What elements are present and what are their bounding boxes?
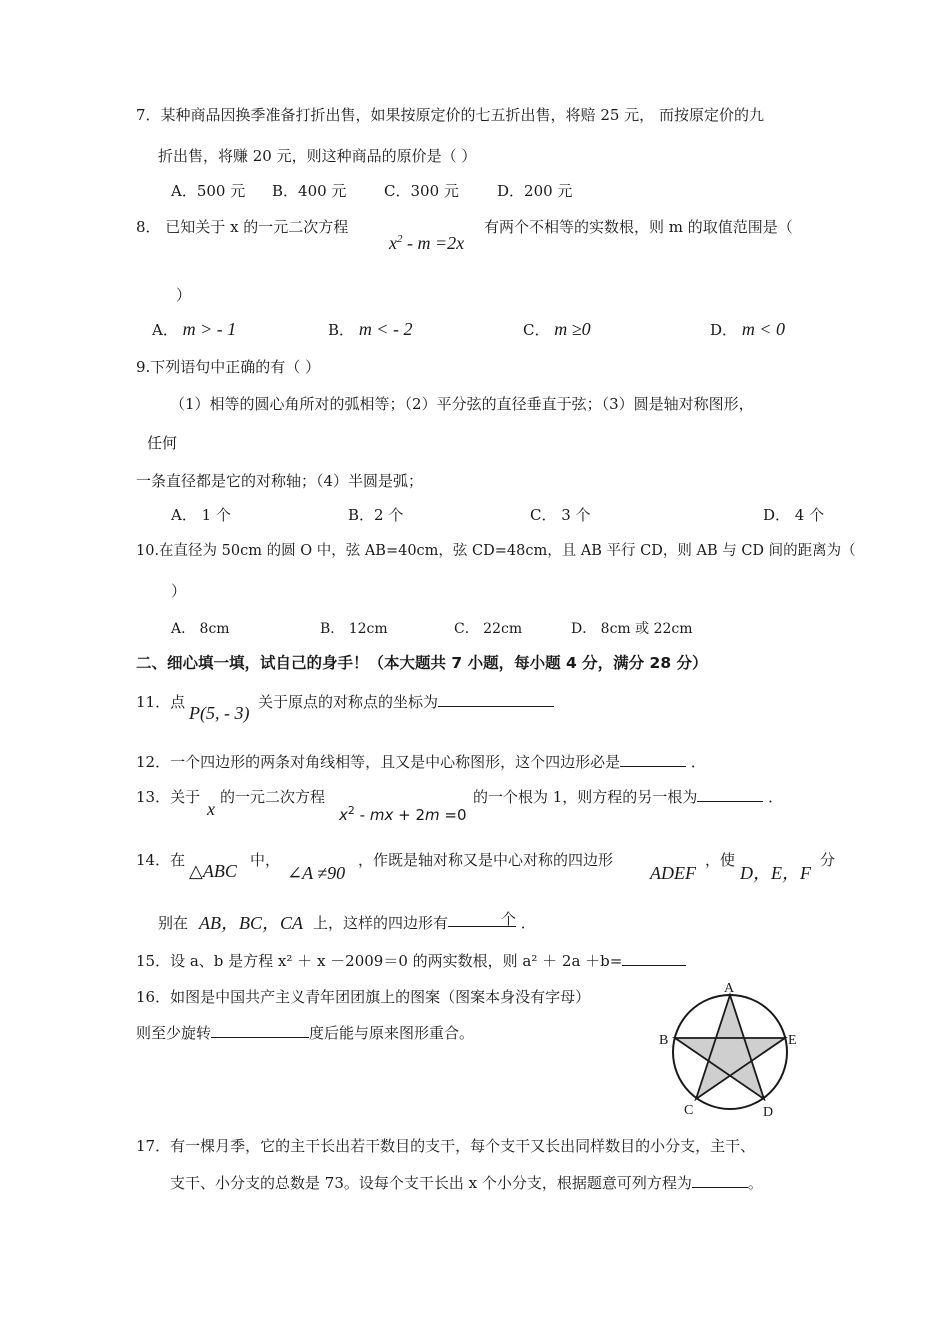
q13-equation: $x^2$ - mx + 2m =0 bbox=[339, 804, 467, 824]
q8-equation: $x^2 - m =2x$ bbox=[389, 233, 465, 253]
q8-option-c: C． m ≥0 bbox=[523, 319, 591, 339]
q14-answer-blank[interactable]: 个 bbox=[448, 912, 516, 927]
q9-line1: 9.下列语句中正确的有（ ） bbox=[136, 358, 321, 376]
label-e: E bbox=[788, 1033, 797, 1048]
q14-text-b: 中， bbox=[250, 851, 281, 869]
q17-line2: 支干、小分支的总数是 73。设每个支干长出 x 个小分支，根据题意可列方程为 。 bbox=[170, 1174, 763, 1192]
q13-text-c: 的一个根为 1，则方程的另一根为 ． bbox=[473, 788, 784, 806]
q9-line2: （1）相等的圆心角所对的弧相等；（2）平分弦的直径垂直于弦；（3）圆是轴对称图形， bbox=[170, 395, 754, 413]
label-d: D bbox=[763, 1105, 774, 1120]
q10-option-d: D． 8cm 或 22cm bbox=[571, 621, 693, 637]
q15-answer-blank[interactable] bbox=[622, 951, 686, 966]
q13-text-b: 的一元二次方程 bbox=[220, 788, 326, 806]
q14-sides: AB，BC，CA bbox=[199, 913, 303, 933]
label-c: C bbox=[684, 1103, 694, 1118]
q7-option-d: D．200 元 bbox=[497, 182, 573, 200]
q14-points: D，E，F bbox=[740, 863, 811, 883]
q11-answer-blank[interactable] bbox=[438, 692, 554, 707]
q16-line1: 16．如图是中国共产主义青年团团旗上的图案（图案本身没有字母） bbox=[136, 988, 591, 1006]
q14-line2-b: 上，这样的四边形有 个 ． bbox=[313, 910, 536, 932]
q14-text-c: ，作既是轴对称又是中心对称的四边形 bbox=[358, 851, 614, 869]
q14-angle: ∠A ≠90 bbox=[287, 863, 346, 883]
q9-option-c: C． 3 个 bbox=[530, 506, 591, 524]
q9-option-b: B．2 个 bbox=[348, 506, 404, 524]
q10-option-c: C． 22cm bbox=[454, 621, 523, 637]
q9-line4: 一条直径都是它的对称轴；（4）半圆是弧； bbox=[136, 472, 424, 490]
q15-text: 15．设 a、b 是方程 x² ＋ x －2009＝0 的两实数根，则 a² ＋ 2a ＋b= bbox=[136, 950, 686, 972]
q7-option-c: C．300 元 bbox=[384, 182, 459, 200]
label-a: A bbox=[724, 981, 735, 996]
q10-option-a: A． 8cm bbox=[171, 621, 230, 637]
q14-text-d: ，使 bbox=[705, 851, 736, 869]
q8-close-paren: ） bbox=[176, 286, 192, 304]
q8-text-b: 有两个不相等的实数根，则 m 的取值范围是（ bbox=[484, 218, 793, 236]
q17-line1: 17．有一棵月季，它的主干长出若干数目的支干，每个支干又长出同样数目的小分支，主干、 bbox=[136, 1137, 756, 1155]
q12-text: 12．一个四边形的两条对角线相等，且又是中心称图形，这个四边形必是 ． bbox=[136, 753, 706, 771]
q14-line2-a: 别在 bbox=[158, 914, 189, 932]
q16-answer-blank[interactable] bbox=[211, 1023, 309, 1038]
q7-option-b: B．400 元 bbox=[272, 182, 347, 200]
section-2-heading: 二、细心填一填，试自己的身手！（本大题共 7 小题，每小题 4 分，满分 28 分） bbox=[136, 654, 708, 672]
label-b: B bbox=[659, 1033, 669, 1048]
q8-option-b: B． m < - 2 bbox=[328, 319, 413, 339]
q13-answer-blank[interactable] bbox=[697, 787, 763, 802]
q11-text-b: 关于原点的对称点的坐标为 bbox=[258, 691, 554, 713]
q12-answer-blank[interactable] bbox=[620, 752, 686, 767]
q14-text-e: 分 bbox=[820, 851, 836, 869]
q14-text: 14．在 bbox=[136, 851, 186, 869]
q8-option-d: D． m < 0 bbox=[710, 319, 785, 339]
q10-line1: 10.在直径为 50cm 的圆 O 中，弦 AB=40cm，弦 CD=48cm，且 AB 平行 CD，则 AB 与 CD 间的距离为（ bbox=[136, 543, 856, 559]
q9-option-a: A． 1 个 bbox=[171, 506, 231, 524]
q8-text: 8． 已知关于 x 的一元二次方程 bbox=[136, 218, 349, 236]
q10-option-b: B． 12cm bbox=[320, 621, 388, 637]
q7-option-a: A．500 元 bbox=[171, 182, 246, 200]
q9-option-d: D． 4 个 bbox=[763, 506, 825, 524]
star-in-circle-figure bbox=[655, 978, 815, 1128]
q11-point: P(5, - 3) bbox=[189, 703, 250, 723]
q17-answer-blank[interactable] bbox=[692, 1173, 748, 1188]
q10-close-paren: ） bbox=[171, 582, 187, 600]
q13-text: 13．关于 bbox=[136, 788, 201, 806]
q14-quadrilateral: ADEF bbox=[650, 863, 696, 883]
q7-line1: 7．某种商品因换季准备打折出售，如果按原定价的七五折出售，将赔 25 元， 而按原定价的九 bbox=[136, 106, 764, 124]
q11-text: 11．点 bbox=[136, 693, 186, 711]
q8-option-a: A． m > - 1 bbox=[152, 319, 237, 339]
q16-line2: 则至少旋转 度后能与原来图形重合。 bbox=[136, 1024, 475, 1042]
q7-line2: 折出售，将赚 20 元，则这种商品的原价是（ ） bbox=[158, 147, 477, 165]
q9-line3: 任何 bbox=[147, 434, 178, 452]
q13-variable: x bbox=[207, 799, 215, 819]
q14-triangle: △ABC bbox=[189, 861, 237, 881]
